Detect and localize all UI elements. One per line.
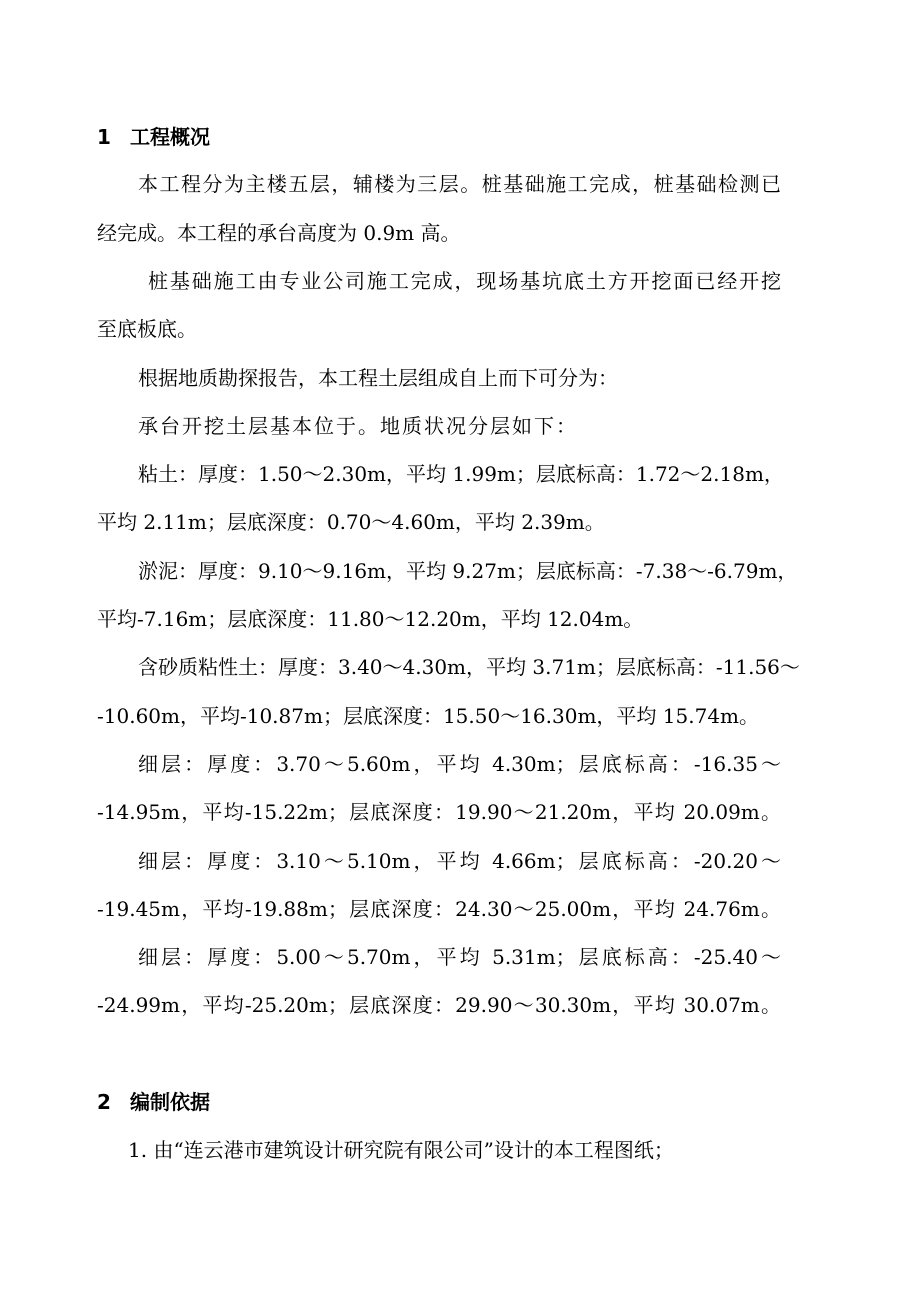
soil-layer-5-line-2: -19.45m，平均-19.88m；层底深度：24.30～25.00m，平均 24.76m。 <box>97 897 781 921</box>
section-2-heading <box>97 1090 210 1114</box>
soil-layer-5-line-1: 细层：厚度：3.10～5.10m，平均 4.66m；层底标高：-20.20～ <box>138 849 781 873</box>
soil-layer-3-line-2: -10.60m，平均-10.87m；层底深度：15.50～16.30m，平均 15.74m。 <box>97 704 760 728</box>
soil-layer-1-line-2: 平均 2.11m；层底深度：0.70～4.60m，平均 2.39m。 <box>97 510 605 534</box>
soil-layer-2-line-1: 淤泥：厚度：9.10～9.16m，平均 9.27m；层底标高：-7.38～-6.79m， <box>138 559 798 583</box>
soil-layer-4-line-2: -14.95m，平均-15.22m；层底深度：19.90～21.20m，平均 20.09m。 <box>97 800 781 824</box>
paragraph-3-line-1: 根据地质勘探报告，本工程土层组成自上而下可分为： <box>138 366 618 390</box>
paragraph-4-line-1: 承台开挖土层基本位于。地质状况分层如下： <box>138 414 578 438</box>
section-1-heading <box>97 125 210 149</box>
paragraph-2-line-2: 至底板底。 <box>97 317 197 341</box>
paragraph-1-line-1: 本工程分为主楼五层，辅楼为三层。桩基础施工完成，桩基础检测已 <box>138 172 781 196</box>
soil-layer-1-line-1: 粘土：厚度：1.50～2.30m，平均 1.99m；层底标高：1.72～2.18m， <box>138 462 784 486</box>
soil-layer-3-line-1: 含砂质粘性土：厚度：3.40～4.30m，平均 3.71m；层底标高：-11.56～ <box>138 655 800 679</box>
section-1-number: 1 <box>97 125 111 149</box>
section-1-title: 工程概况 <box>130 125 210 149</box>
soil-layer-2-line-2: 平均-7.16m；层底深度：11.80～12.20m，平均 12.04m。 <box>97 607 644 631</box>
paragraph-2-line-1: 桩基础施工由专业公司施工完成，现场基坑底土方开挖面已经开挖 <box>148 269 781 293</box>
section-2-title: 编制依据 <box>130 1090 210 1114</box>
section-2-number: 2 <box>97 1090 111 1114</box>
soil-layer-6-line-1: 细层：厚度：5.00～5.70m，平均 5.31m；层底标高：-25.40～ <box>138 945 781 969</box>
soil-layer-6-line-2: -24.99m，平均-25.20m；层底深度：29.90～30.30m，平均 30.07m。 <box>97 993 781 1017</box>
soil-layer-4-line-1: 细层：厚度：3.70～5.60m，平均 4.30m；层底标高：-16.35～ <box>138 752 781 776</box>
paragraph-1-line-2: 经完成。本工程的承台高度为 0.9m 高。 <box>97 221 461 245</box>
basis-item-1: 1. 由“连云港市建筑设计研究院有限公司”设计的本工程图纸； <box>128 1138 674 1162</box>
